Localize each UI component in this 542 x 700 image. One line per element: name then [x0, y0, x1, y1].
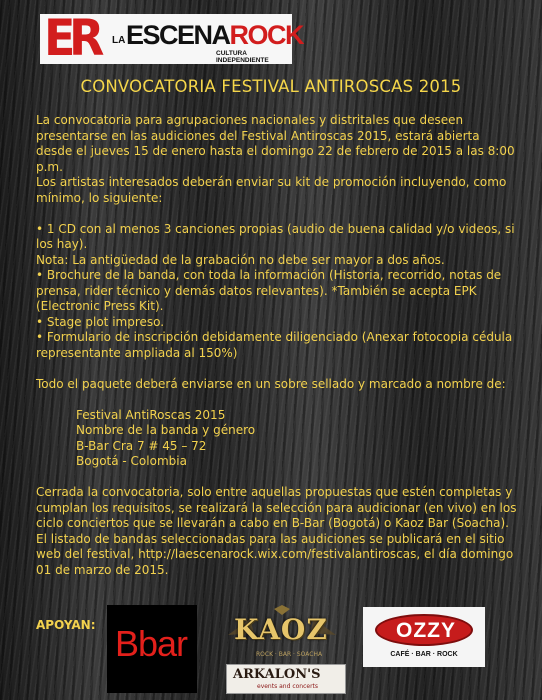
- intro-paragraph: La convocatoria para agrupaciones nacionales y distritales que deseen presentarse en las audiciones del Festival Antiroscas 2015, estará abierta desde el jueves 15 de enero hasta el domingo 22 de febrero de 2015 a las 8:00 p.m.: [36, 113, 515, 174]
- logo-la-text: LA: [112, 35, 126, 46]
- package-instructions: Todo el paquete deberá enviarse en un sobre sellado y marcado a nombre de:: [36, 376, 506, 391]
- closing-paragraph: Cerrada la convocatoria, solo entre aquellas propuestas que estén completas y cumplan los requisitos, se realizará la selección para audicionar (en vivo) en los ciclo conciertos que se llevarán a cabo en B-Bar (Bogotá) o Kaoz Bar (Soacha). El listado de bandas seleccionadas para las audiciones se publicará en el sitio web del festival, http://laescenarock.wix.com/festivalantiroscas, el día domingo 01 de marzo de 2015.: [36, 485, 517, 577]
- logo-rock-text: ROCK: [229, 20, 304, 50]
- requirement-brochure: • Brochure de la banda, con toda la información (Historia, recorrido, notas de prensa, rider técnico y demás datos relevantes). *También se acepta EPK (Electronic Press Kit).: [36, 268, 502, 313]
- la-escena-rock-logo: [40, 9, 304, 67]
- page-title: CONVOCATORIA FESTIVAL ANTIROSCAS 2015: [80, 77, 462, 96]
- arkalons-logo-text: ARKALON'S: [233, 667, 321, 682]
- spacer: [36, 470, 518, 486]
- logo-tagline: CULTURA INDEPENDIENTE: [216, 50, 269, 64]
- arkalons-logo: [226, 664, 346, 694]
- bbar-logo-text: Bbar: [115, 623, 188, 664]
- logo-wordmark: [126, 20, 303, 50]
- kaoz-logo-text: KAOZ: [234, 613, 328, 646]
- requirement-form: • Formulario de inscripción debidamente diligenciado (Anexar fotocopia cédula representante ampliada al 150%): [36, 330, 513, 360]
- recording-note: Nota: La antigüedad de la grabación no debe ser mayor a dos años.: [36, 252, 445, 267]
- spacer: [36, 206, 518, 222]
- bbar-logo: [107, 605, 197, 693]
- kit-intro-paragraph: Los artistas interesados deberán enviar su kit de promoción incluyendo, como mínimo, lo siguiente:: [36, 175, 507, 205]
- requirement-cd: • 1 CD con al menos 3 canciones propias (audio de buena calidad y/o videos, si los hay).: [36, 221, 515, 251]
- requirement-stage-plot: • Stage plot impreso.: [36, 314, 165, 329]
- announcement-body: [36, 113, 518, 578]
- ozzy-logo-text: OZZY: [396, 619, 456, 642]
- ozzy-oval-badge: [375, 614, 473, 646]
- ozzy-logo-subtitle: CAFÉ · BAR · ROCK: [390, 651, 458, 658]
- address-line: Nombre de la banda y género: [76, 423, 256, 437]
- kaoz-logo: [220, 605, 344, 663]
- address-line: Festival AntiRoscas 2015: [76, 407, 226, 422]
- logo-er-mark: ER: [44, 9, 98, 67]
- ozzy-logo: [363, 607, 485, 667]
- address-line: B-Bar Cra 7 # 45 – 72: [76, 438, 207, 453]
- kaoz-logo-subtitle: ROCK · BAR · SOACHA: [256, 651, 323, 658]
- spacer: [36, 361, 518, 377]
- address-line: Bogotá - Colombia: [76, 454, 187, 468]
- arkalons-logo-subtitle: events and concerts: [257, 683, 319, 690]
- sponsors-label: APOYAN:: [36, 618, 96, 632]
- mailing-address: [36, 408, 518, 470]
- logo-escena-text: ESCENA: [126, 20, 230, 50]
